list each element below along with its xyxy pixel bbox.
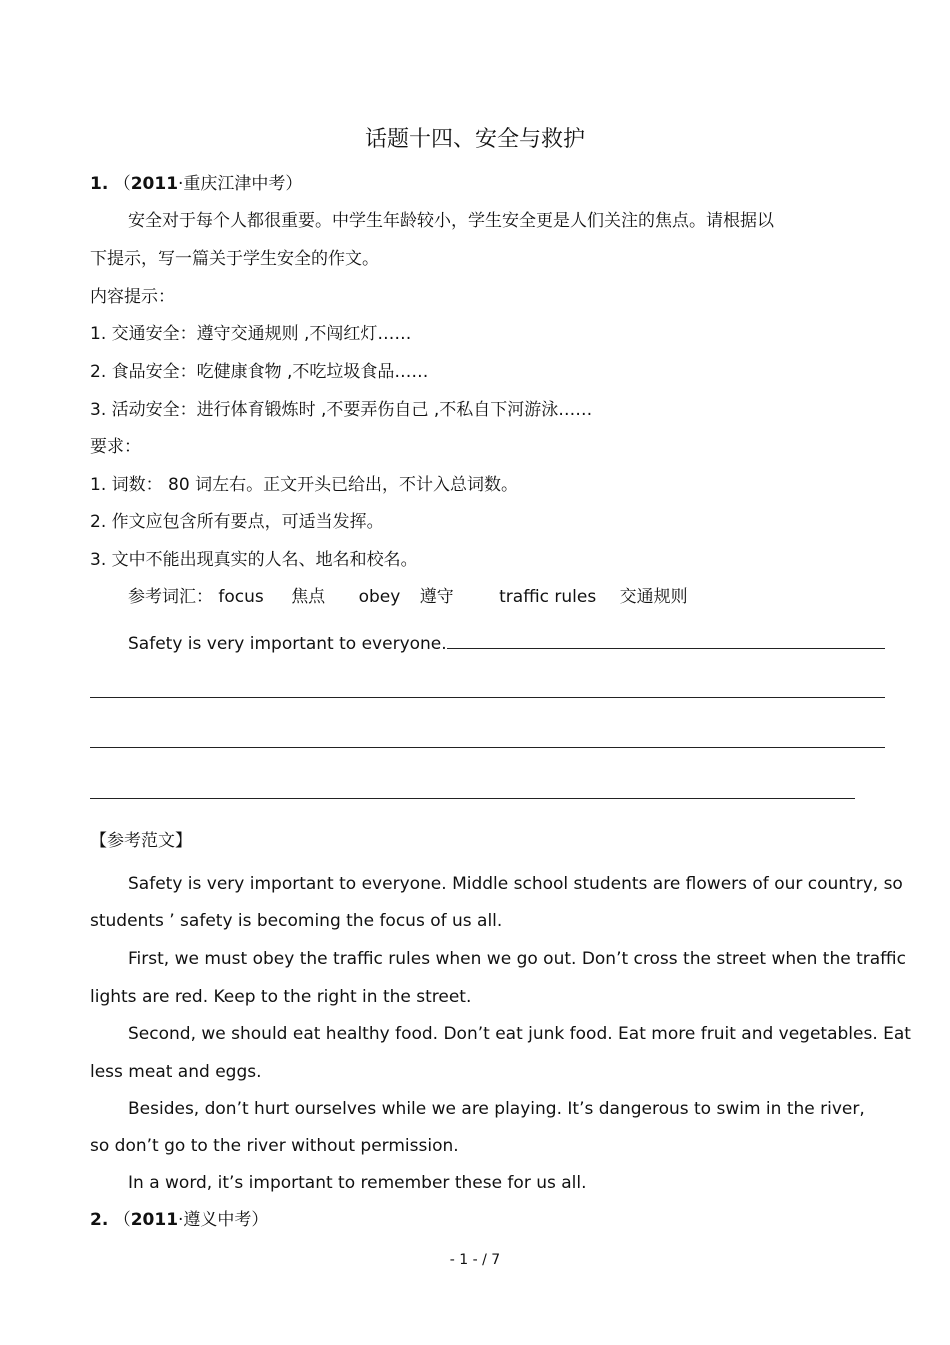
vocab-meaning: 焦点	[291, 587, 326, 607]
source-open: （	[113, 174, 131, 194]
sample-line: First, we must obey the traffic rules when we go out. Don’t cross the street when the traffic	[128, 949, 906, 969]
sample-line: Safety is very important to everyone. Middle school students are flowers of our country, so	[128, 874, 903, 894]
intro-line-2: 下提示，写一篇关于学生安全的作文。	[90, 249, 379, 269]
vocabulary-line	[128, 586, 688, 608]
answer-blank[interactable]	[447, 631, 885, 649]
answer-line[interactable]	[90, 697, 885, 698]
vocab-label: 参考词汇：	[128, 587, 213, 607]
essay-start-line	[128, 631, 885, 655]
essay-start-text: Safety is very important to everyone.	[128, 634, 447, 654]
source-year: 2011	[130, 174, 179, 194]
vocab-word: focus	[218, 587, 264, 607]
requirement-item: 2. 作文应包含所有要点，可适当发挥。	[90, 512, 384, 532]
answer-line[interactable]	[90, 798, 855, 799]
hint-item: 2. 食品安全：吃健康食物 ,不吃垃圾食品……	[90, 362, 429, 382]
answer-line[interactable]	[90, 747, 885, 748]
hints-label: 内容提示：	[90, 287, 175, 307]
vocab-word: traffic rules	[499, 587, 597, 607]
vocab-meaning: 交通规则	[619, 587, 688, 607]
sample-line: less meat and eggs.	[90, 1062, 262, 1082]
source-name: ·遵义中考）	[178, 1210, 269, 1230]
requirement-item: 1. 词数： 80 词左右。正文开头已给出，不计入总词数。	[90, 475, 519, 495]
vocab-meaning: 遵守	[419, 587, 454, 607]
sample-line: In a word, it’s important to remember these for us all.	[128, 1173, 587, 1193]
page-number: - 1 - / 7	[449, 1252, 501, 1268]
question-1-header	[90, 173, 302, 195]
page-title: 话题十四、安全与救护	[364, 127, 585, 152]
sample-line: lights are red. Keep to the right in the street.	[90, 987, 472, 1007]
question-number: 2.	[90, 1210, 109, 1230]
sample-line: so don’t go to the river without permission.	[90, 1136, 459, 1156]
sample-label: 【参考范文】	[90, 831, 192, 851]
sample-line: Besides, don’t hurt ourselves while we are playing. It’s dangerous to swim in the river,	[128, 1099, 865, 1119]
requirement-item: 3. 文中不能出现真实的人名、地名和校名。	[90, 550, 418, 570]
source-year: 2011	[130, 1210, 179, 1230]
requirements-label: 要求：	[90, 437, 141, 457]
intro-line-1: 安全对于每个人都很重要。中学生年龄较小，学生安全更是人们关注的焦点。请根据以	[128, 211, 774, 231]
question-2-header	[90, 1209, 268, 1231]
source-name: ·重庆江津中考）	[178, 174, 303, 194]
sample-line: Second, we should eat healthy food. Don’t eat junk food. Eat more fruit and vegetables. Eat	[128, 1024, 911, 1044]
question-number: 1.	[90, 174, 109, 194]
source-open: （	[113, 1210, 131, 1230]
hint-item: 1. 交通安全：遵守交通规则 ,不闯红灯……	[90, 324, 412, 344]
hint-item: 3. 活动安全：进行体育锻炼时 ,不要弄伤自己 ,不私自下河游泳……	[90, 400, 593, 420]
vocab-word: obey	[358, 587, 401, 607]
sample-line: students ’ safety is becoming the focus of us all.	[90, 911, 503, 931]
